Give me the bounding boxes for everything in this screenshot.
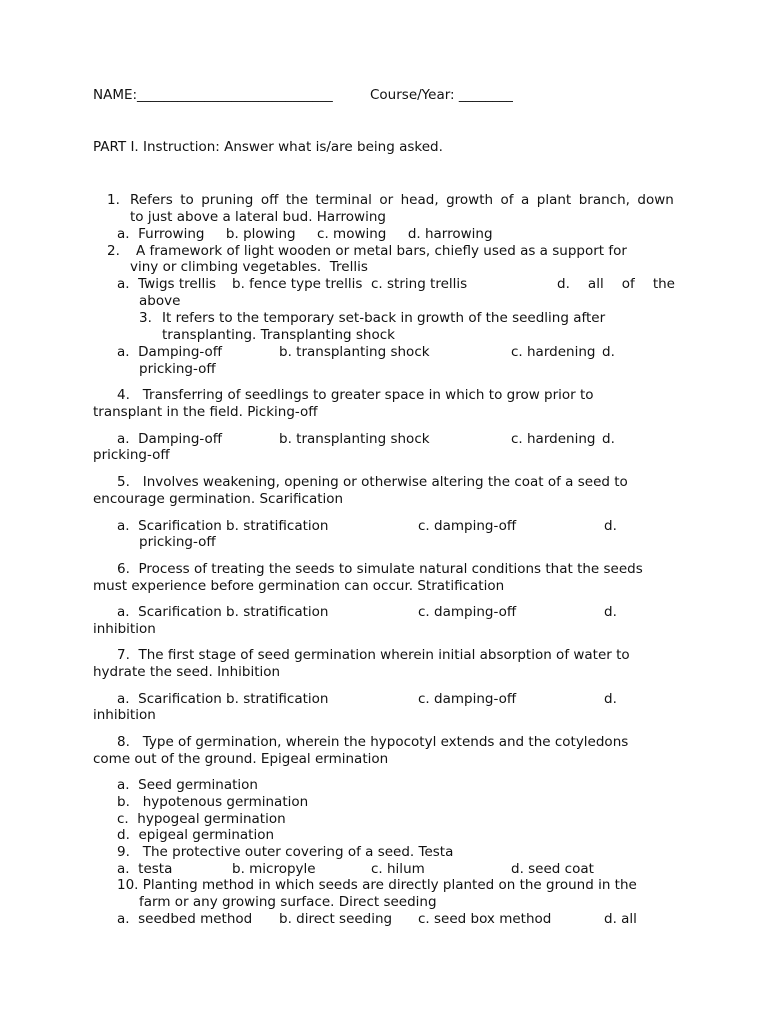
q10-choice-c: c. seed box method (418, 911, 552, 927)
q8-text-line1: 8. Type of germination, wherein the hypocotyl extends and the cotyledons (117, 734, 629, 750)
q8-choice-a: a. Seed germination (117, 777, 258, 793)
q8-choice-b: b. hypotenous germination (117, 794, 309, 810)
q4-choice-d-cont: pricking-off (93, 447, 170, 463)
q2-text-line1: A framework of light wooden or metal bars, chiefly used as a support for (136, 243, 627, 259)
q2-choice-b: b. fence type trellis (232, 276, 363, 292)
q2-text-line2: viny or climbing vegetables. Trellis (130, 259, 368, 275)
part1-instruction: PART I. Instruction: Answer what is/are being asked. (93, 139, 443, 155)
q2-choice-a: a. Twigs trellis (117, 276, 216, 292)
q2-choice-d-cont: above (139, 293, 181, 309)
q3-text-line1: It refers to the temporary set-back in growth of the seedling after (162, 310, 606, 326)
q8-text-line2: come out of the ground. Epigeal ermination (93, 751, 389, 767)
q3-choice-d: d. (602, 344, 615, 360)
q8-choice-d: d. epigeal germination (117, 827, 275, 843)
q7-choice-ab: a. Scarification b. stratification (117, 691, 329, 707)
q8-choice-c: c. hypogeal germination (117, 811, 286, 827)
q1-text-line1: Refers to pruning off the terminal or head, growth of a plant branch, down (130, 192, 674, 208)
q3-choice-d-cont: pricking-off (139, 361, 216, 377)
q5-text-line1: 5. Involves weakening, opening or otherwise altering the coat of a seed to (117, 474, 628, 490)
q9-choice-a: a. testa (117, 861, 173, 877)
q1-number: 1. (107, 192, 120, 208)
q1-text-line2: to just above a lateral bud. Harrowing (130, 209, 386, 225)
q7-choice-d-cont: inhibition (93, 707, 156, 723)
q7-text-line2: hydrate the seed. Inhibition (93, 664, 281, 680)
q5-choice-d: d. (604, 518, 617, 534)
q9-choice-c: c. hilum (371, 861, 425, 877)
q2-choice-c: c. string trellis (371, 276, 468, 292)
q7-choice-c: c. damping-off (418, 691, 517, 707)
q6-choice-d-cont: inhibition (93, 621, 156, 637)
q9-text-line1: 9. The protective outer covering of a seed. Testa (117, 844, 454, 860)
q7-text-line1: 7. The first stage of seed germination wherein initial absorption of water to (117, 647, 630, 663)
q9-choice-b: b. micropyle (232, 861, 316, 877)
q4-choice-c: c. hardening (511, 431, 596, 447)
q10-choice-b: b. direct seeding (279, 911, 393, 927)
q4-text-line2: transplant in the field. Picking-off (93, 404, 318, 420)
q10-text-line2: farm or any growing surface. Direct seeding (139, 894, 437, 910)
q4-choice-b: b. transplanting shock (279, 431, 430, 447)
q6-text-line2: must experience before germination can occur. Stratification (93, 578, 505, 594)
q5-text-line2: encourage germination. Scarification (93, 491, 344, 507)
q3-text-line2: transplanting. Transplanting shock (162, 327, 395, 343)
q4-choice-d: d. (602, 431, 615, 447)
q6-text-line1: 6. Process of treating the seeds to simulate natural conditions that the seeds (117, 561, 643, 577)
q6-choice-d: d. (604, 604, 617, 620)
q5-choice-d-cont: pricking-off (139, 534, 216, 550)
q4-choice-a: a. Damping-off (117, 431, 223, 447)
q3-choice-c: c. hardening (511, 344, 596, 360)
q5-choice-c: c. damping-off (418, 518, 517, 534)
q3-choice-b: b. transplanting shock (279, 344, 430, 360)
q2-choice-d: d. all of the (557, 276, 675, 292)
q1-choices: a. Furrowing b. plowing c. mowing d. harrowing (117, 226, 493, 242)
q10-text-line1: 10. Planting method in which seeds are directly planted on the ground in the (117, 877, 637, 893)
q5-choice-ab: a. Scarification b. stratification (117, 518, 329, 534)
q2-number: 2. (107, 243, 120, 259)
q10-choice-a: a. seedbed method (117, 911, 253, 927)
q4-text-line1: 4. Transferring of seedlings to greater space in which to grow prior to (117, 387, 594, 403)
q6-choice-c: c. damping-off (418, 604, 517, 620)
q3-choice-a: a. Damping-off (117, 344, 223, 360)
name-field-label: NAME:_____________________________ (93, 87, 333, 103)
q7-choice-d: d. (604, 691, 617, 707)
q3-number: 3. (139, 310, 152, 326)
q6-choice-ab: a. Scarification b. stratification (117, 604, 329, 620)
q9-choice-d: d. seed coat (511, 861, 594, 877)
course-year-field-label: Course/Year: ________ (370, 87, 513, 103)
q10-choice-d: d. all (604, 911, 637, 927)
